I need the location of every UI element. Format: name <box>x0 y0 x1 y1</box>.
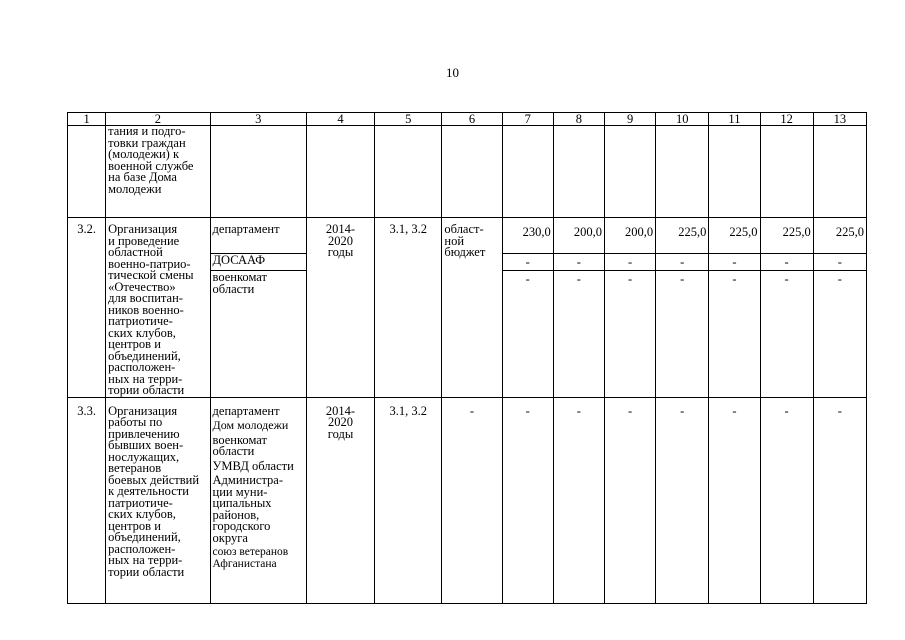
amount: 225,0 <box>782 225 811 239</box>
executor: Дом молодежи <box>212 418 289 432</box>
column-number-row <box>68 113 867 126</box>
amount-dash: - <box>502 397 553 603</box>
column-number: 13 <box>813 113 866 126</box>
executor: ДОСААФ <box>211 254 306 271</box>
page-number: 10 <box>446 65 459 80</box>
amount: 225,0 <box>678 225 707 239</box>
amount-dash: - <box>525 272 530 286</box>
amount-dash: - <box>656 397 709 603</box>
amount: 225,0 <box>835 225 864 239</box>
column-number: 8 <box>553 113 604 126</box>
executors-cell <box>210 218 306 398</box>
measure-name: тания и подго- товки граждан (молодежи) к военной службе на базе Дома молодежи <box>106 126 210 218</box>
period: 2014- 2020 годы <box>306 397 374 603</box>
column-number: 5 <box>375 113 442 126</box>
executor: военкомат области <box>212 270 267 296</box>
column-number: 6 <box>442 113 502 126</box>
row-number: 3.2. <box>68 218 106 398</box>
amount-dash: - <box>604 397 655 603</box>
executor: военкомат области <box>212 432 267 458</box>
measure-name: Организация работы по привлечению бывших воен- нослужащих, ветеранов боевых действий к деятельности патриотиче- ских клубов, центров и объединений, расположен- ных на терри- тории области <box>106 397 210 603</box>
amount: 200,0 <box>573 225 602 239</box>
column-number: 2 <box>106 113 210 126</box>
amount-dash: - <box>656 253 708 271</box>
column-number: 1 <box>68 113 106 126</box>
amount-dash: - <box>627 272 633 286</box>
amount-dash: - <box>784 272 789 286</box>
column-number: 7 <box>502 113 553 126</box>
executors-cell <box>210 397 306 603</box>
amount-dash: - <box>503 253 553 271</box>
amount: 200,0 <box>625 225 654 239</box>
amount-dash: - <box>813 397 866 603</box>
amount-dash: - <box>709 397 760 603</box>
program-table <box>67 112 867 604</box>
column-number: 10 <box>656 113 709 126</box>
amount: 230,0 <box>522 225 551 239</box>
amount-dash: - <box>680 272 685 286</box>
table-row-continuation <box>68 126 867 218</box>
column-number: 4 <box>306 113 374 126</box>
amount-dash: - <box>605 253 655 271</box>
column-number: 9 <box>604 113 655 126</box>
amount-dash: - <box>709 253 759 271</box>
executor: департамент <box>212 403 280 418</box>
column-number: 11 <box>709 113 760 126</box>
amount: 225,0 <box>729 225 758 239</box>
table-row-3-2 <box>68 218 867 398</box>
row-number: 3.3. <box>68 397 106 603</box>
period: 2014- 2020 годы <box>306 218 374 398</box>
amount-dash: - <box>553 397 604 603</box>
tasks: 3.1, 3.2 <box>375 218 442 398</box>
amount-dash: - <box>760 397 813 603</box>
executor: Администра- ции муни- ципальных районов, городского округа <box>212 473 284 545</box>
measure-name: Организация и проведение областной военно-патрио- тической смены «Отечество» для воспитан- ников военно- патриотиче- ских клубов, центров и объединений, расположен- ных на терри- тории области <box>106 218 210 398</box>
amount-dash: - <box>576 272 581 286</box>
amount-dash: - <box>732 272 737 286</box>
amount-dash: - <box>761 253 813 271</box>
amount-dash: - <box>554 253 604 271</box>
executor: союз ветеранов Афганистана <box>212 546 289 570</box>
column-number: 12 <box>760 113 813 126</box>
funding-source: област- ной бюджет <box>442 218 502 398</box>
amount-dash: - <box>814 253 866 271</box>
tasks: 3.1, 3.2 <box>375 397 442 603</box>
executor: УМВД области <box>212 458 294 473</box>
funding-dash: - <box>442 397 502 603</box>
column-number: 3 <box>210 113 306 126</box>
table-row-3-3 <box>68 397 867 603</box>
amount-dash: - <box>837 272 842 286</box>
executor: департамент <box>211 223 306 254</box>
